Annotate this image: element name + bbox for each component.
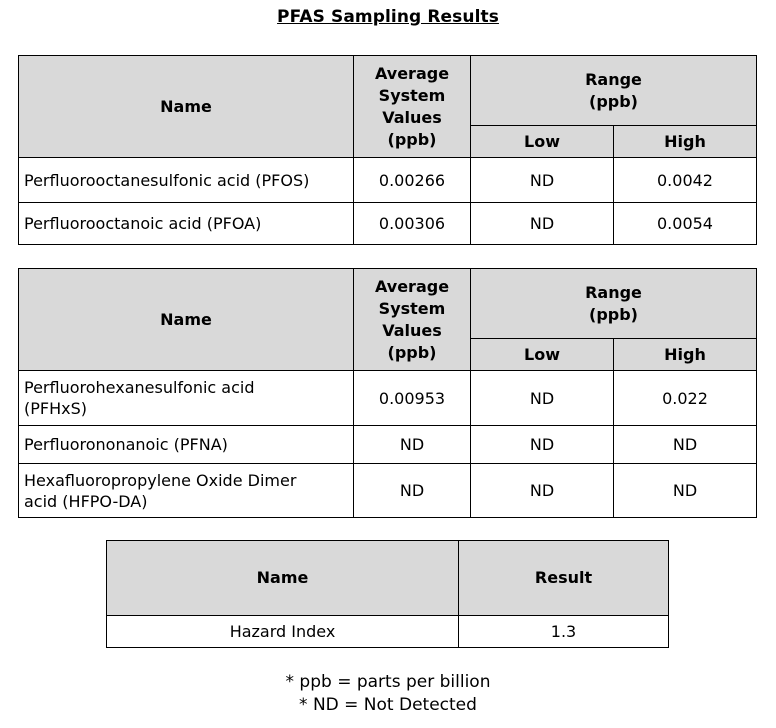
cell-average: 0.00266 [354, 158, 471, 203]
header-range [471, 56, 757, 126]
pfas-table-1 [18, 55, 757, 245]
cell-low: ND [471, 158, 614, 203]
header-range-line: (ppb) [589, 304, 638, 324]
header-low: Low [471, 126, 614, 158]
cell-low: ND [471, 203, 614, 245]
footnote-nd: * ND = Not Detected [299, 695, 477, 715]
header-name: Name [107, 541, 459, 616]
header-average-line: Values [382, 107, 442, 127]
header-high: High [614, 126, 757, 158]
cell-high: ND [614, 426, 757, 464]
cell-high: ND [614, 464, 757, 518]
cell-low: ND [471, 426, 614, 464]
header-range-line: (ppb) [589, 91, 638, 111]
header-high: High [614, 339, 757, 371]
header-range-line: Range [585, 69, 642, 89]
cell-average: ND [354, 426, 471, 464]
page-title: PFAS Sampling Results [277, 7, 499, 27]
table-row [19, 371, 757, 426]
header-name: Name [19, 56, 354, 158]
cell-high: 0.022 [614, 371, 757, 426]
cell-name [19, 464, 354, 518]
header-average [354, 56, 471, 158]
table-row [19, 158, 757, 203]
table-row [19, 203, 757, 245]
cell-low: ND [471, 464, 614, 518]
header-low: Low [471, 339, 614, 371]
cell-name-line: Hexafluoropropylene Oxide Dimer [24, 470, 297, 490]
cell-average: ND [354, 464, 471, 518]
cell-name [19, 371, 354, 426]
cell-average: 0.00306 [354, 203, 471, 245]
header-average-line: Average [374, 276, 450, 296]
header-average-line: (ppb) [387, 129, 437, 149]
header-name: Name [19, 269, 354, 371]
header-average-line: Average [374, 63, 450, 83]
table-row [19, 426, 757, 464]
cell-name-line: acid (HFPO-DA) [24, 491, 148, 511]
cell-name: Perfluorooctanesulfonic acid (PFOS) [19, 158, 354, 203]
cell-name-line: (PFHxS) [24, 399, 87, 418]
cell-name: Hazard Index [107, 616, 459, 648]
cell-name: Perfluorooctanoic acid (PFOA) [19, 203, 354, 245]
cell-name-line: Perfluorohexanesulfonic acid [24, 378, 255, 397]
pfas-table-2 [18, 268, 757, 518]
hazard-index-table [106, 540, 669, 648]
cell-high: 0.0054 [614, 203, 757, 245]
table-row [107, 616, 669, 648]
header-range [471, 269, 757, 339]
cell-average: 0.00953 [354, 371, 471, 426]
header-average-line: Values [382, 320, 442, 340]
header-average-line: (ppb) [387, 342, 437, 362]
table-row [19, 464, 757, 518]
cell-name: Perfluorononanoic (PFNA) [19, 426, 354, 464]
header-result: Result [459, 541, 669, 616]
header-average-line: System [378, 298, 446, 318]
footnote-ppb: * ppb = parts per billion [285, 672, 491, 692]
header-average [354, 269, 471, 371]
header-average-line: System [378, 85, 446, 105]
cell-high: 0.0042 [614, 158, 757, 203]
cell-result: 1.3 [459, 616, 669, 648]
header-range-line: Range [585, 282, 642, 302]
cell-low: ND [471, 371, 614, 426]
